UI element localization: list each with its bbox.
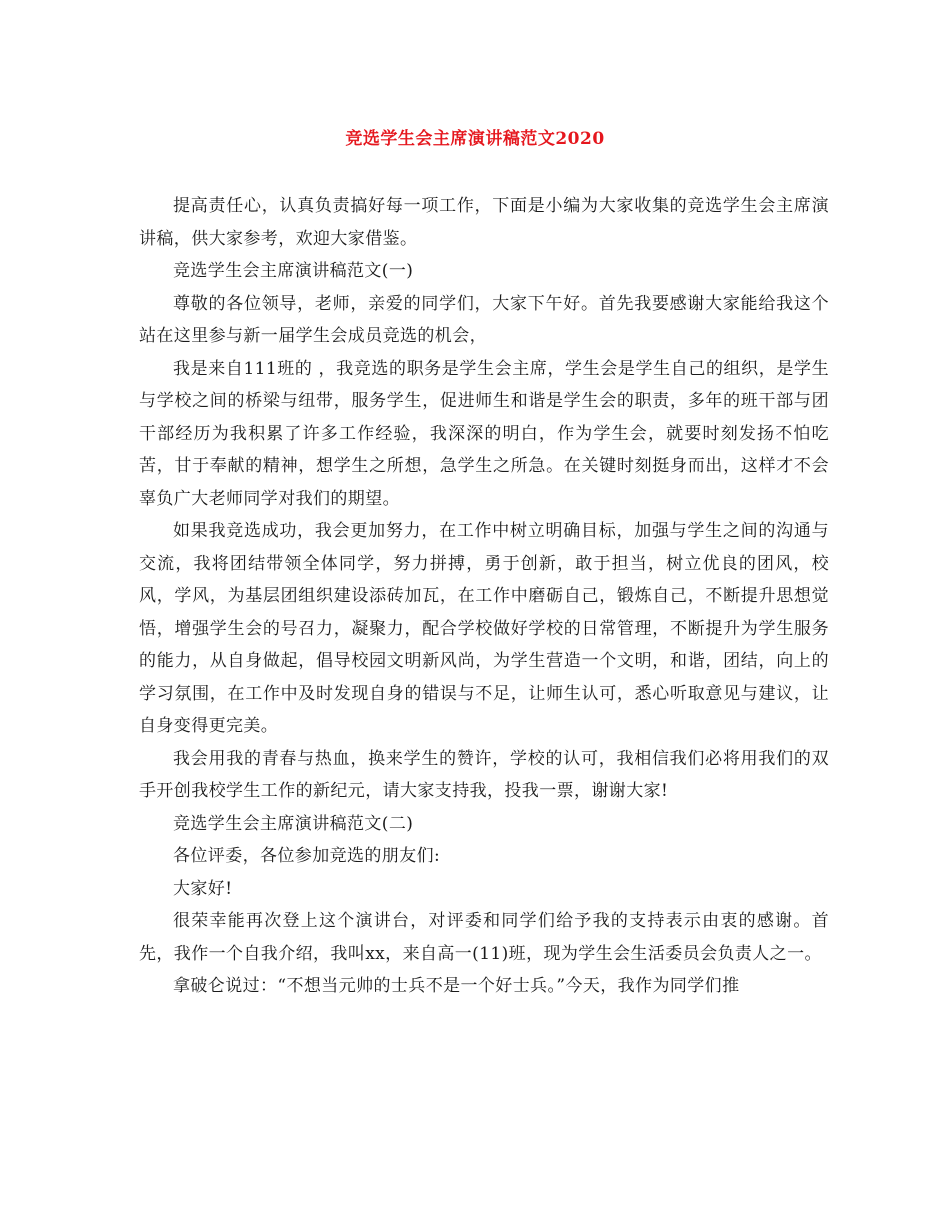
paragraph-quote: 拿破仑说过：“不想当元帅的士兵不是一个好士兵。”今天，我作为同学们推 (173, 976, 740, 996)
paragraph-greeting-1: 尊敬的各位领导，老师，亲爱的同学们，大家下午好。首先我要感谢大家能给我这个站在这里参与新一届学生会成员竞选的机会， (139, 293, 829, 346)
paragraph-self-intro-1: 我是来自111班的 ，我竞选的职务是学生会主席，学生会是学生自己的组织，是学生与学校之间的桥梁与纽带，服务学生，促进师生和谐是学生会的职责，多年的班干部与团干部经历为我积累了许多工作经验，我深深的明白，作为学生会，就要时刻发扬不怕吃苦，甘于奉献的精神，想学生之所想，急学生之所急。在关键时刻挺身而出，这样才不会辜负广大老师同学对我们的期望。 (139, 358, 829, 509)
section-heading-2: 竞选学生会主席演讲稿范文(二) (173, 813, 414, 834)
paragraph-intro: 提高责任心，认真负责搞好每一项工作，下面是小编为大家收集的竞选学生会主席演讲稿，供大家参考，欢迎大家借鉴。 (139, 196, 829, 249)
paragraph-hello-2: 大家好! (173, 878, 233, 899)
section-heading-1: 竞选学生会主席演讲稿范文(一) (173, 261, 414, 281)
document-title: 竞选学生会主席演讲稿范文2020 (345, 129, 605, 149)
paragraph-salutation-2: 各位评委，各位参加竞选的朋友们: (173, 846, 441, 866)
document-body (139, 190, 829, 1003)
paragraph-self-intro-2: 很荣幸能再次登上这个演讲台，对评委和同学们给予我的支持表示由衷的感谢。首先，我作一个自我介绍，我叫xx，来自高一(11)班，现为学生会生活委员会负责人之一。 (139, 911, 829, 964)
paragraph-plan: 如果我竞选成功，我会更加努力，在工作中树立明确目标，加强与学生之间的沟通与交流，我将团结带领全体同学，努力拼搏，勇于创新，敢于担当，树立优良的团风，校风，学风，为基层团组织建设添砖加瓦，在工作中磨砺自己，锻炼自己，不断提升思想觉悟，增强学生会的号召力，凝聚力，配合学校做好学校的日常管理，不断提升为学生服务的能力，从自身做起，倡导校园文明新风尚，为学生营造一个文明，和谐，团结，向上的学习氛围，在工作中及时发现自身的错误与不足，让师生认可，悉心听取意见与建议，让自身变得更完美。 (139, 521, 829, 736)
paragraph-closing-1: 我会用我的青春与热血，换来学生的赞许，学校的认可，我相信我们必将用我们的双手开创我校学生工作的新纪元，请大家支持我，投我一票，谢谢大家! (139, 748, 829, 801)
